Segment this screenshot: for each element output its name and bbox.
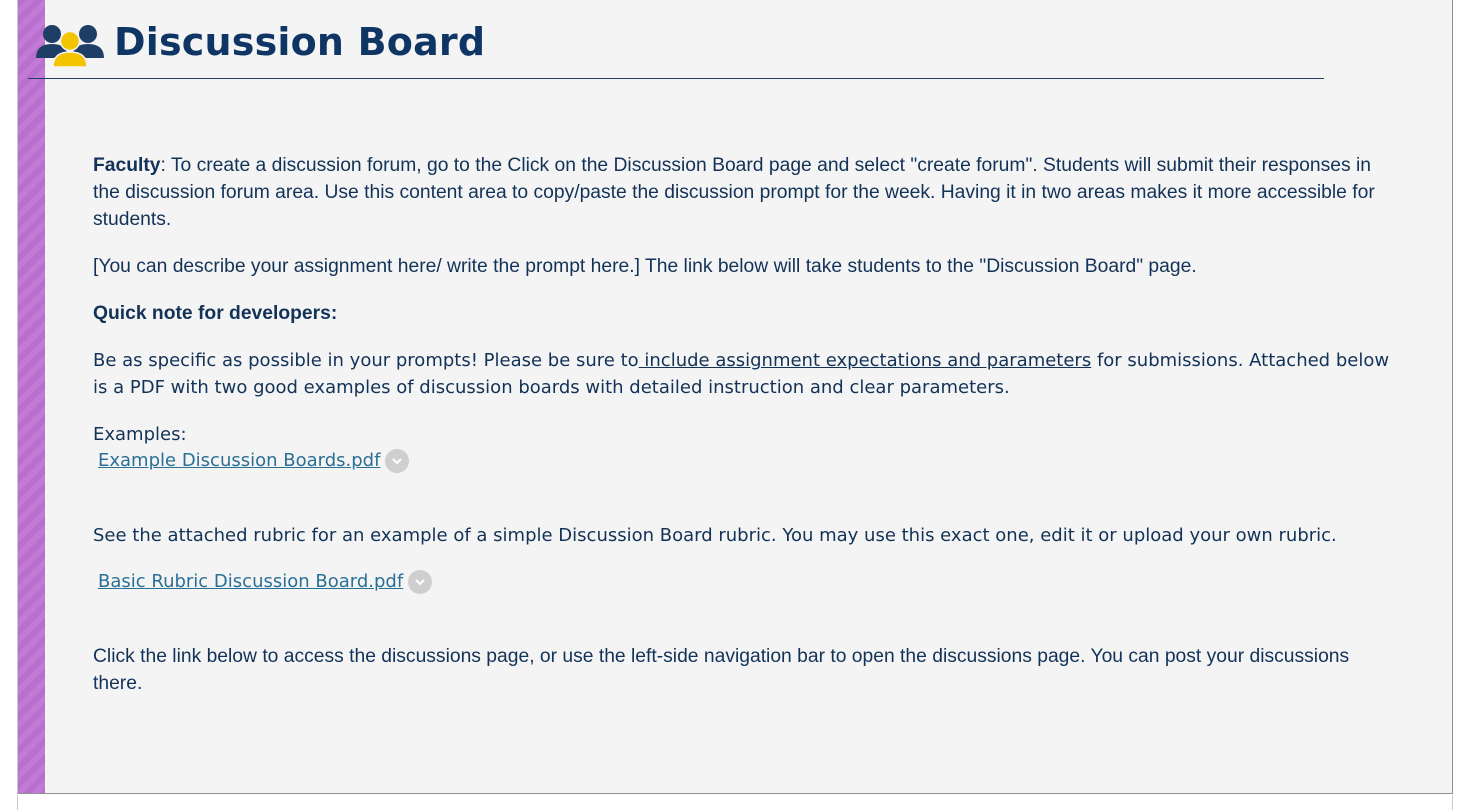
quick-note-paragraph	[93, 347, 1403, 401]
examples-label: Examples:	[93, 424, 187, 445]
chevron-down-icon[interactable]	[408, 570, 432, 594]
quick-note-heading: Quick note for developers:	[93, 303, 338, 324]
closing-paragraph: Click the link below to access the discussions page, or use the left-side navigation bar to open the discussions page. You can post your discussions there.	[93, 646, 1350, 694]
quick-note-after: for submissions. Attached below is a PDF with two good examples of discussion boards with detailed instruction and clear parameters.	[93, 350, 1390, 398]
faculty-paragraph	[93, 152, 1403, 233]
chevron-down-icon[interactable]	[385, 449, 409, 473]
rubric-file-row	[98, 568, 432, 595]
faculty-text: : To create a discussion forum, go to the Click on the Discussion Board page and select "create forum". Students will submit their responses in the discussion forum area. Use this content area to copy/paste the discussion prompt for the week. Having it in two areas makes it more accessible for students.	[93, 155, 1375, 230]
basic-rubric-link[interactable]: Basic Rubric Discussion Board.pdf	[98, 571, 404, 592]
examples-file-row	[98, 447, 409, 474]
describe-paragraph: [You can describe your assignment here/ write the prompt here.] The link below will take students to the "Discussion Board" page.	[93, 256, 1197, 277]
page-header	[28, 18, 1324, 79]
page-title: Discussion Board	[114, 20, 486, 64]
expectations-link[interactable]: include assignment expectations and parameters	[638, 350, 1092, 371]
bottom-strip	[17, 795, 1453, 810]
faculty-label: Faculty	[93, 155, 161, 176]
accent-bar	[18, 0, 45, 793]
people-group-icon	[34, 22, 106, 70]
rubric-paragraph: See the attached rubric for an example of a simple Discussion Board rubric. You may use this exact one, edit it or upload your own rubric.	[93, 525, 1337, 546]
quick-note-before: Be as specific as possible in your prompts! Please be sure to	[93, 350, 639, 371]
content-frame	[17, 0, 1453, 794]
example-discussion-boards-link[interactable]: Example Discussion Boards.pdf	[98, 450, 381, 471]
